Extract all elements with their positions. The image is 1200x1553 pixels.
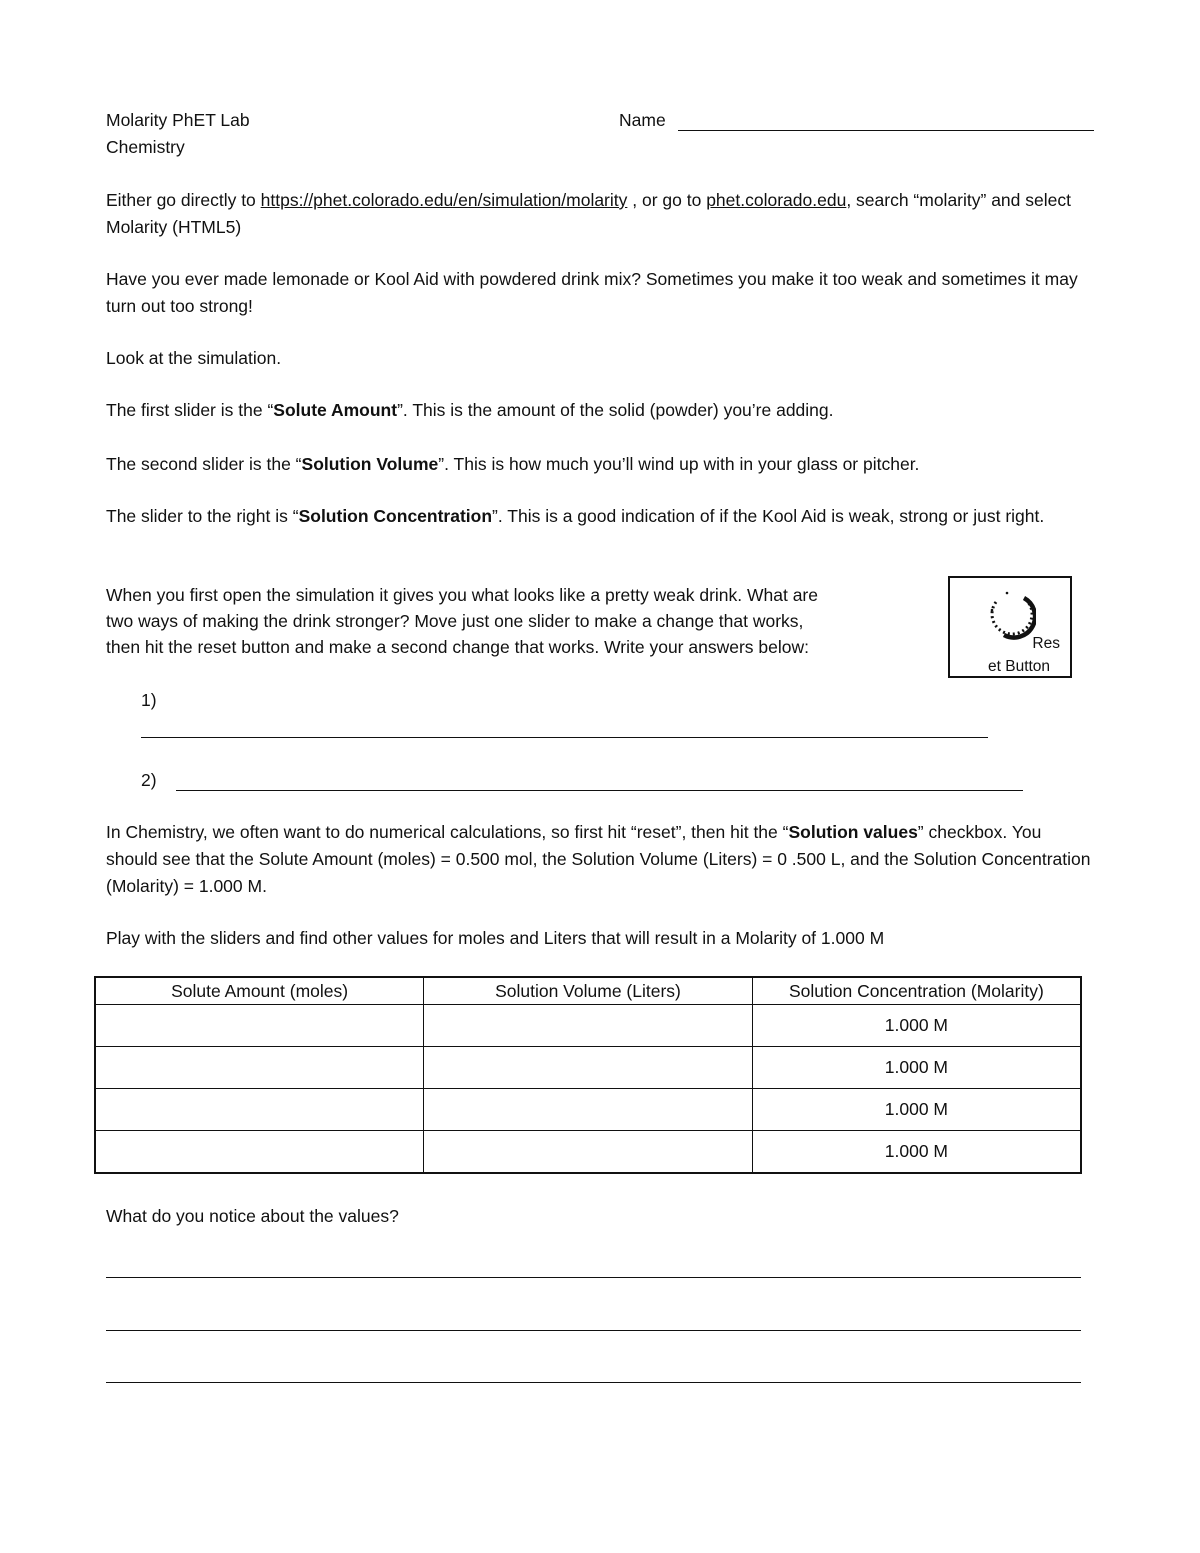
- liters-cell[interactable]: [424, 1131, 753, 1174]
- look-paragraph: Look at the simulation.: [106, 348, 282, 368]
- calculation-paragraph: [106, 819, 1096, 900]
- answer-1-line[interactable]: [141, 737, 988, 738]
- reset-button-figure: [948, 576, 1072, 678]
- table-row: [95, 1047, 1081, 1089]
- moles-cell[interactable]: [95, 1047, 424, 1089]
- calc-pre: In Chemistry, we often want to do numerical calculations, so first hit “reset”, then hit the “: [106, 822, 789, 842]
- name-label: Name: [619, 110, 666, 130]
- question1-line1: When you first open the simulation it gives you what looks like a pretty weak drink. What are: [106, 585, 818, 605]
- intro-text-3: , search “molarity” and select Molarity (HTML5): [106, 190, 1071, 237]
- molarity-cell: 1.000 M: [752, 1131, 1081, 1174]
- solute-slider-paragraph: [106, 397, 1096, 424]
- worksheet-title: Molarity PhET Lab: [106, 110, 250, 130]
- answer-2-line[interactable]: [176, 790, 1023, 791]
- header-solution-volume: Solution Volume (Liters): [424, 977, 753, 1005]
- table-header-row: [95, 977, 1081, 1005]
- subject-label: Chemistry: [106, 137, 185, 157]
- reset-caption-top: Res: [1032, 635, 1060, 652]
- table-row: [95, 1131, 1081, 1174]
- liters-cell[interactable]: [424, 1005, 753, 1047]
- lemonade-paragraph: Have you ever made lemonade or Kool Aid with powdered drink mix? Sometimes you make it too weak and sometimes it may turn out too strong!: [106, 269, 1078, 316]
- phet-simulation-link[interactable]: https://phet.colorado.edu/en/simulation/molarity: [260, 190, 628, 210]
- question1-line2: two ways of making the drink stronger? Move just one slider to make a change that works,: [106, 611, 804, 631]
- answer-1-label: 1): [141, 690, 157, 710]
- notice-answer-line-1[interactable]: [106, 1277, 1081, 1278]
- name-field-line[interactable]: [678, 130, 1094, 131]
- notice-answer-line-3[interactable]: [106, 1382, 1081, 1383]
- molarity-cell: 1.000 M: [752, 1005, 1081, 1047]
- slider3-post: ”. This is a good indication of if the Kool Aid is weak, strong or just right.: [492, 506, 1045, 526]
- liters-cell[interactable]: [424, 1047, 753, 1089]
- moles-cell[interactable]: [95, 1131, 424, 1174]
- solution-concentration-term: Solution Concentration: [298, 506, 493, 526]
- liters-cell[interactable]: [424, 1089, 753, 1131]
- moles-cell[interactable]: [95, 1005, 424, 1047]
- table-row: [95, 1005, 1081, 1047]
- calc-post: ” checkbox. You should see that the Solute Amount (moles) = 0.500 mol, the Solution Volume (Liters) = 0 .500 L, and the Solution Concentration (Molarity) = 1.000 M.: [106, 822, 1091, 896]
- volume-slider-paragraph: [106, 451, 1096, 478]
- notice-answer-line-2[interactable]: [106, 1330, 1081, 1331]
- molarity-cell: 1.000 M: [752, 1089, 1081, 1131]
- header-solution-concentration: Solution Concentration (Molarity): [752, 977, 1081, 1005]
- solution-volume-term: Solution Volume: [301, 454, 439, 474]
- table-row: [95, 1089, 1081, 1131]
- concentration-slider-paragraph: [106, 503, 1096, 530]
- molarity-cell: 1.000 M: [752, 1047, 1081, 1089]
- reset-caption-bottom: et Button: [988, 658, 1051, 675]
- notice-question: What do you notice about the values?: [106, 1206, 399, 1226]
- solute-amount-term: Solute Amount: [273, 400, 398, 420]
- header-solute-amount: Solute Amount (moles): [95, 977, 424, 1005]
- intro-text-2: , or go to: [627, 190, 707, 210]
- slider1-post: ”. This is the amount of the solid (powder) you’re adding.: [397, 400, 834, 420]
- reset-icon: [982, 588, 1036, 642]
- slider2-post: ”. This is how much you’ll wind up with in your glass or pitcher.: [438, 454, 920, 474]
- question1-paragraph: [106, 582, 818, 660]
- solution-values-term: Solution values: [788, 822, 918, 842]
- intro-text-1: Either go directly to: [106, 190, 261, 210]
- answer-2-label: 2): [141, 770, 157, 790]
- molarity-table: [94, 976, 1082, 1174]
- question1-line3: then hit the reset button and make a second change that works. Write your answers below:: [106, 637, 809, 657]
- phet-home-link[interactable]: phet.colorado.edu: [706, 190, 847, 210]
- intro-paragraph: [106, 187, 1096, 241]
- slider3-pre: The slider to the right is “: [106, 506, 299, 526]
- play-paragraph: Play with the sliders and find other values for moles and Liters that will result in a Molarity of 1.000 M: [106, 928, 885, 948]
- slider1-pre: The first slider is the “: [106, 400, 274, 420]
- slider2-pre: The second slider is the “: [106, 454, 302, 474]
- moles-cell[interactable]: [95, 1089, 424, 1131]
